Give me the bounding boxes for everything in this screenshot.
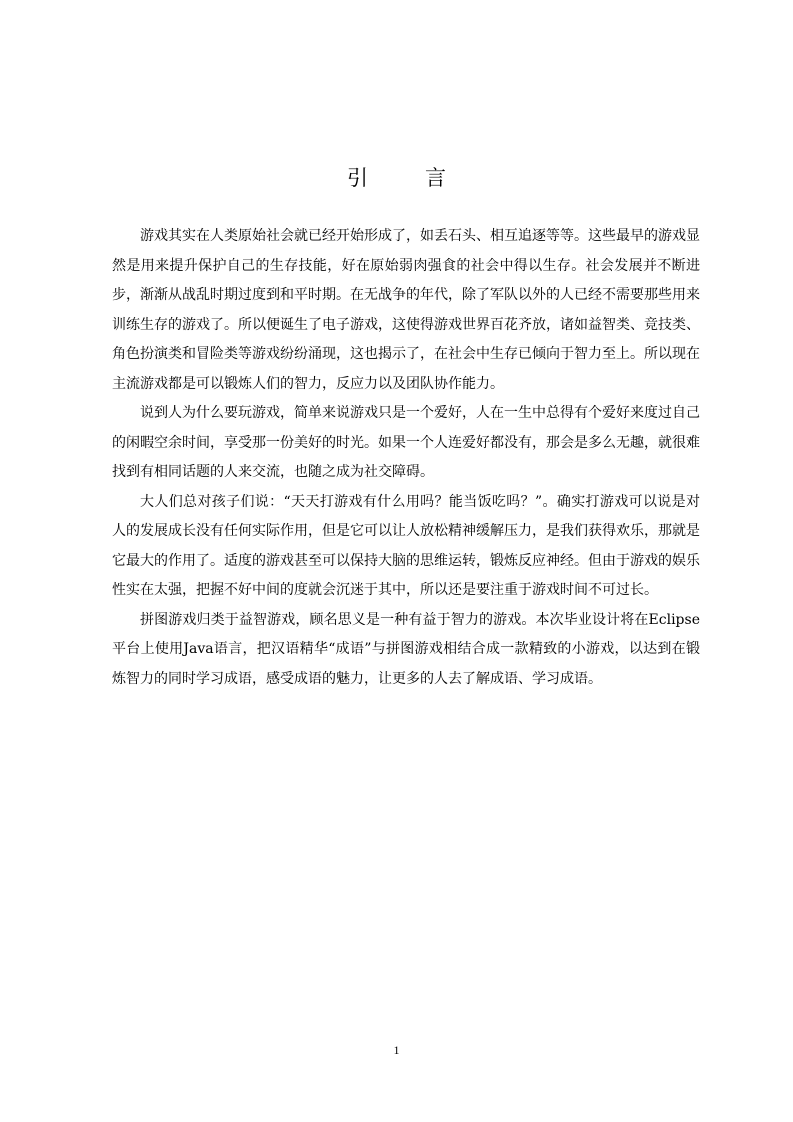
paragraph: 游戏其实在人类原始社会就已经开始形成了，如丢石头、相互追逐等等。这些最早的游戏显然是用来提升保护自己的生存技能，好在原始弱肉强食的社会中得以生存。社会发展并不断进步，渐渐从战乱时期过度到和平时期。在无战争的年代，除了军队以外的人已经不需要那些用来训练生存的游戏了。所以便诞生了电子游戏，这使得游戏世界百花齐放，诸如益智类、竞技类、角色扮演类和冒险类等游戏纷纷涌现，这也揭示了，在社会中生存已倾向于智力至上。所以现在主流游戏都是可以锻炼人们的智力，反应力以及团队协作能力。	[112, 228, 700, 392]
page-title: 引 言	[347, 166, 464, 190]
paragraph: 拼图游戏归类于益智游戏，顾名思义是一种有益于智力的游戏。本次毕业设计将在Eclipse平台上使用Java语言，把汉语精华“成语”与拼图游戏相结合成一款精致的小游戏，以达到在锻炼智力的同时学习成语，感受成语的魅力，让更多的人去了解成语、学习成语。	[112, 611, 700, 687]
body-text	[112, 222, 700, 694]
page-number: 1	[393, 1043, 400, 1057]
paragraph: 大人们总对孩子们说：“天天打游戏有什么用吗？能当饭吃吗？”。确实打游戏可以说是对人的发展成长没有任何实际作用，但是它可以让人放松精神缓解压力，是我们获得欢乐，那就是它最大的作用了。适度的游戏甚至可以保持大脑的思维运转，锻炼反应神经。但由于游戏的娱乐性实在太强，把握不好中间的度就会沉迷于其中，所以还是要注重于游戏时间不可过长。	[112, 493, 700, 598]
paragraph: 说到人为什么要玩游戏，简单来说游戏只是一个爱好，人在一生中总得有个爱好来度过自己的闲暇空余时间，享受那一份美好的时光。如果一个人连爱好都没有，那会是多么无趣，就很难找到有相同话题的人来交流，也随之成为社交障碍。	[112, 405, 700, 480]
